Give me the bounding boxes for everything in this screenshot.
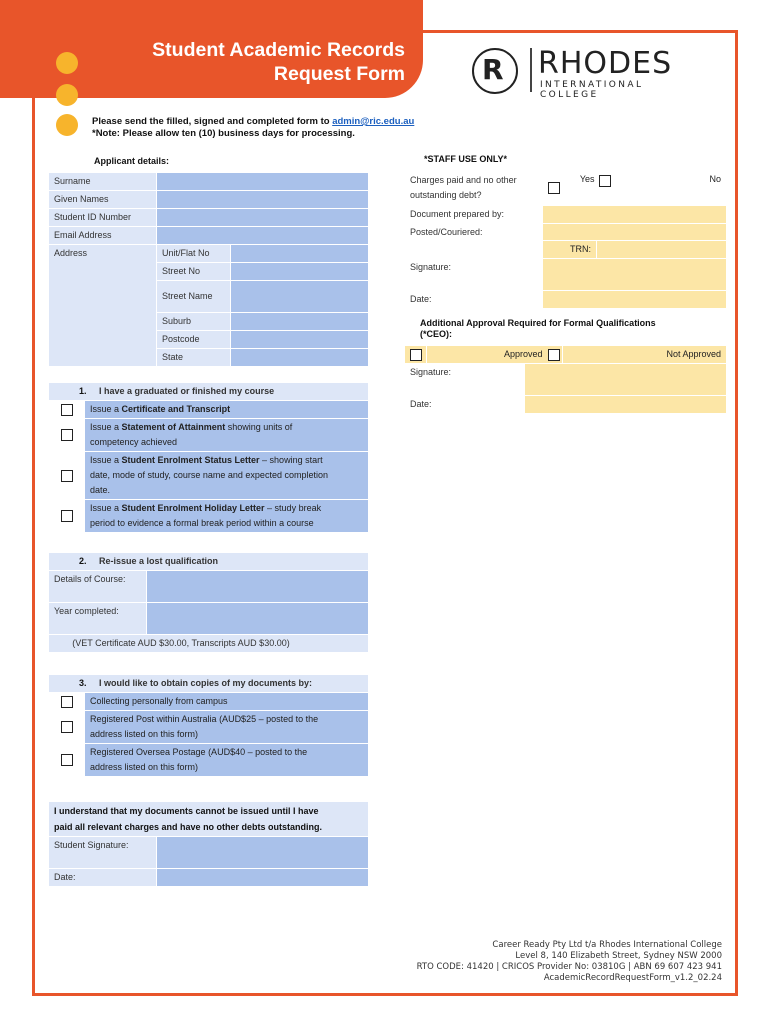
logo-subtitle: INTERNATIONAL COLLEGE (540, 80, 644, 100)
state-field[interactable] (231, 349, 369, 367)
charges-label: Charges paid and no other outstanding debt? (405, 171, 543, 206)
option-post-au: Registered Post within Australia (AUD$25 – posted to the address listed on this form) (85, 711, 369, 744)
no-label: No (689, 171, 727, 206)
section-3-table (48, 674, 369, 777)
state-label: State (157, 349, 231, 367)
student-signature-label: Student Signature: (49, 837, 157, 869)
section-2-title: 2. Re-issue a lost qualification (49, 553, 369, 571)
suburb-field[interactable] (231, 313, 369, 331)
decor-dot-1 (56, 52, 78, 74)
footer-address: Level 8, 140 Elizabeth Street, Sydney NSW 2000 (515, 951, 722, 961)
certificate-checkbox[interactable] (49, 401, 85, 419)
checkbox-icon[interactable] (61, 510, 73, 522)
attainment-checkbox[interactable] (49, 419, 85, 452)
logo-divider (530, 48, 532, 92)
checkbox-icon[interactable] (548, 182, 560, 194)
ceo-date-field[interactable] (525, 396, 727, 414)
student-id-label: Student ID Number (49, 209, 157, 227)
course-details-label: Details of Course: (49, 571, 147, 603)
checkbox-icon[interactable] (61, 470, 73, 482)
surname-label: Surname (49, 173, 157, 191)
street-no-label: Street No (157, 263, 231, 281)
footer-company: Career Ready Pty Ltd t/a Rhodes International College (492, 940, 722, 950)
option-holiday-letter: Issue a Student Enrolment Holiday Letter – study break period to evidence a formal break period within a course (85, 500, 369, 533)
approved-label: Approved (503, 349, 543, 359)
street-name-label: Street Name (157, 281, 231, 313)
checkbox-icon[interactable] (61, 754, 73, 766)
student-date-field[interactable] (157, 869, 369, 887)
not-approved-checkbox[interactable] (548, 349, 560, 361)
given-names-field[interactable] (157, 191, 369, 209)
checkbox-icon[interactable] (599, 175, 611, 187)
decor-dot-3 (56, 114, 78, 136)
section-3-title: 3. I would like to obtain copies of my documents by: (49, 675, 369, 693)
checkbox-icon[interactable] (410, 349, 422, 361)
year-completed-field[interactable] (147, 603, 369, 635)
posted-label: Posted/Couriered: (405, 224, 543, 259)
approved-checkbox[interactable] (405, 346, 427, 364)
section-1-table (48, 382, 369, 533)
street-no-field[interactable] (231, 263, 369, 281)
email-label: Email Address (49, 227, 157, 245)
declaration-table (48, 801, 369, 887)
option-attainment: Issue a Statement of Attainment showing units of competency achieved (85, 419, 369, 452)
email-field[interactable] (157, 227, 369, 245)
ceo-date-label: Date: (405, 396, 525, 414)
suburb-label: Suburb (157, 313, 231, 331)
checkbox-icon[interactable] (61, 721, 73, 733)
course-details-field[interactable] (147, 571, 369, 603)
option-certificate: Issue a Certificate and Transcript (85, 401, 369, 419)
option-post-overseas: Registered Oversea Postage (AUD$40 – posted to the address listed on this form) (85, 744, 369, 777)
post-overseas-checkbox[interactable] (49, 744, 85, 777)
footer (417, 940, 722, 984)
not-approved-label: Not Approved (563, 346, 727, 364)
email-link[interactable]: admin@ric.edu.au (332, 116, 415, 127)
intro-text (92, 116, 414, 140)
student-id-field[interactable] (157, 209, 369, 227)
option-collect: Collecting personally from campus (85, 693, 369, 711)
option-status-letter: Issue a Student Enrolment Status Letter – showing start date, mode of study, course name and expected completion date. (85, 452, 369, 500)
college-logo (472, 46, 702, 100)
staff-date-field[interactable] (543, 291, 727, 309)
intro-line-1: Please send the filled, signed and completed form to (92, 116, 333, 127)
post-au-checkbox[interactable] (49, 711, 85, 744)
student-date-label: Date: (49, 869, 157, 887)
title-line-2: Request Form (273, 63, 405, 85)
postcode-field[interactable] (231, 331, 369, 349)
staff-signature-label: Signature: (405, 259, 543, 291)
prepared-by-label: Document prepared by: (405, 206, 543, 224)
charges-yes-checkbox[interactable] (543, 171, 559, 206)
checkbox-icon[interactable] (61, 696, 73, 708)
section-1-title: 1. I have a graduated or finished my course (49, 383, 369, 401)
street-name-field[interactable] (231, 281, 369, 313)
logo-mark: R (482, 53, 504, 86)
trn-label: TRN: (543, 241, 597, 259)
collect-checkbox[interactable] (49, 693, 85, 711)
postcode-label: Postcode (157, 331, 231, 349)
intro-note: *Note: Please allow ten (10) business days for processing. (92, 128, 355, 139)
applicant-table (48, 172, 369, 367)
holiday-letter-checkbox[interactable] (49, 500, 85, 533)
decor-dot-2 (56, 84, 78, 106)
staff-signature-field[interactable] (543, 259, 727, 291)
footer-form-version: AcademicRecordRequestForm_v1.2_02.24 (543, 973, 722, 983)
ceo-signature-label: Signature: (405, 364, 525, 396)
status-letter-checkbox[interactable] (49, 452, 85, 500)
section-2-table (48, 552, 369, 653)
unit-label: Unit/Flat No (157, 245, 231, 263)
approved-label-cell (427, 346, 563, 364)
trn-field[interactable] (597, 241, 727, 259)
surname-field[interactable] (157, 173, 369, 191)
footer-codes: RTO CODE: 41420 | CRICOS Provider No: 03810G | ABN 69 607 423 941 (416, 962, 722, 972)
charges-no-checkbox[interactable] (597, 171, 689, 206)
year-completed-label: Year completed: (49, 603, 147, 635)
student-signature-field[interactable] (157, 837, 369, 869)
approval-table (404, 345, 727, 414)
yes-label: Yes (559, 171, 597, 206)
staff-heading: *STAFF USE ONLY* (424, 154, 508, 164)
address-label: Address (49, 245, 157, 367)
checkbox-icon[interactable] (61, 429, 73, 441)
posted-field[interactable] (543, 224, 727, 241)
ceo-signature-field[interactable] (525, 364, 727, 396)
approval-heading: Additional Approval Required for Formal Qualifications (*CEO): (420, 318, 656, 339)
declaration-text: I understand that my documents cannot be issued until I have paid all relevant charges and have no other debts outstanding. (49, 802, 369, 837)
logo-name: RHODES (538, 46, 673, 81)
staff-table (404, 170, 727, 309)
applicant-heading: Applicant details: (94, 156, 170, 166)
checkbox-icon[interactable] (61, 404, 73, 416)
unit-field[interactable] (231, 245, 369, 263)
given-names-label: Given Names (49, 191, 157, 209)
staff-date-label: Date: (405, 291, 543, 309)
title-line-1: Student Academic Records (152, 39, 405, 61)
fees-note: (VET Certificate AUD $30.00, Transcripts AUD $30.00) (49, 635, 369, 653)
prepared-by-field[interactable] (543, 206, 727, 224)
